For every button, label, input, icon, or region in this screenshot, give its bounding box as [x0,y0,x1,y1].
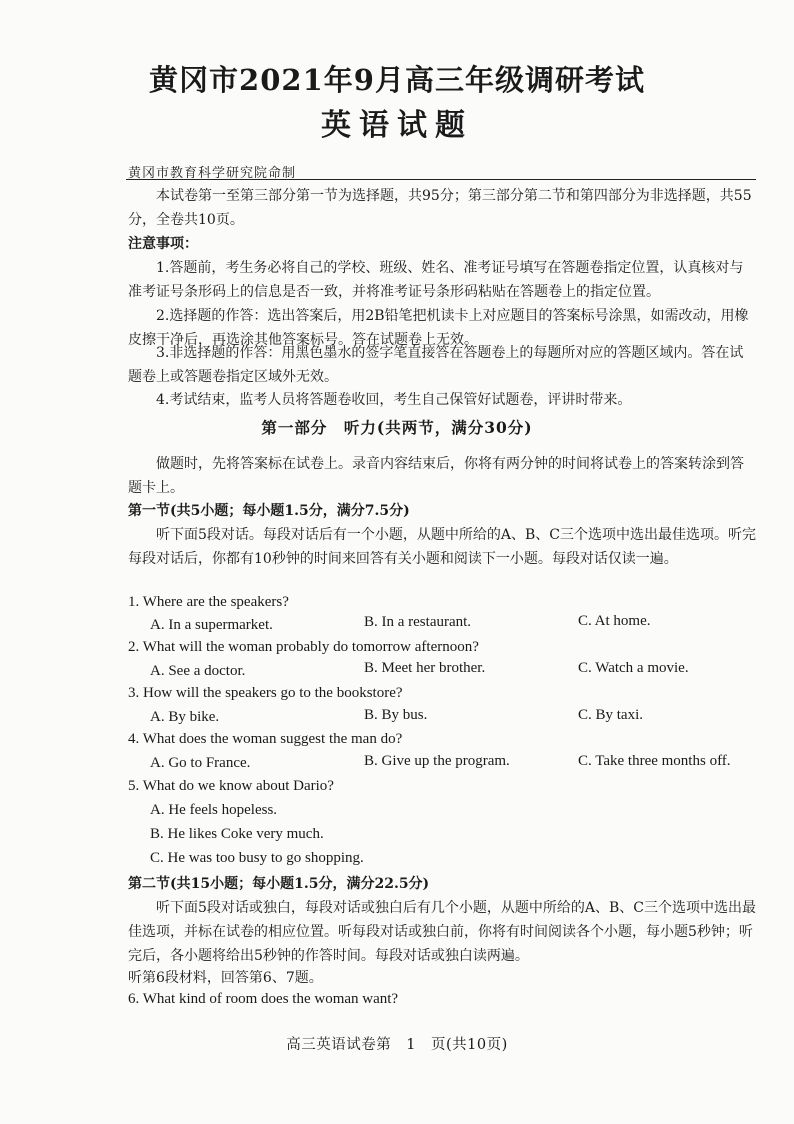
option-c: C. Watch a movie. [578,660,689,676]
subject-title: 英语试题 [321,108,473,143]
question-stem: 5. What do we know about Dario? [128,778,334,794]
option-b: B. He likes Coke very much. [150,826,324,842]
note-item: 4.考试结束，监考人员将答题卷收回，考生自己保管好试题卷，评讲时带来。 [156,392,632,408]
option-b: B. Meet her brother. [364,660,486,676]
question-stem: 6. What kind of room does the woman want? [128,991,399,1007]
option-a: A. See a doctor. [150,663,246,679]
section1-heading: 第一节(共5小题；每小题1.5分，满分7.5分) [128,503,410,519]
option-a: A. By bike. [150,709,220,725]
option-a: A. He feels hopeless. [150,802,278,818]
note-item: 1.答题前，考生务必将自己的学校、班级、姓名、准考证号填写在答题卷指定位置，认真核对与准考证号条形码上的信息是否一致，并将准考证号条形码粘贴在答题卷上的指定位置。 [128,260,744,300]
option-a: A. Go to France. [150,755,251,771]
option-c: C. By taxi. [578,707,644,723]
section1-instruction: 听下面5段对话。每段对话后有一个小题，从题中所给的A、B、C三个选项中选出最佳选项。听完每段对话后，你都有10秒钟的时间来回答有关小题和阅读下一小题。每段对话仅读一遍。 [128,527,757,567]
note-item: 2.选择题的作答：选出答案后，用2B铅笔把机读卡上对应题目的答案标号涂黑，如需改动，用橡皮擦干净后，再选涂其他答案标号。答在试题卷上无效。 [128,308,749,348]
part1-instruction: 做题时，先将答案标在试卷上。录音内容结束后，你将有两分钟的时间将试卷上的答案转涂到答题卡上。 [128,456,744,496]
option-c: C. He was too busy to go shopping. [150,850,364,866]
section2-instruction: 听下面5段对话或独白，每段对话或独白后有几个小题，从题中所给的A、B、C三个选项中选出最佳选项，并标在试卷的相应位置。听每段对话或独白前，你将有时间阅读各个小题，每小题5秒钟；听完后，各小题将给出5秒钟的作答时间。每段对话或独白读两遍。 [128,900,757,964]
question-stem: 3. How will the speakers go to the bookstore? [128,685,403,701]
section2-heading: 第二节(共15小题；每小题1.5分，满分22.5分) [128,876,430,892]
question-stem: 1. Where are the speakers? [128,594,289,610]
option-b: B. Give up the program. [364,753,510,769]
option-c: C. At home. [578,613,651,629]
option-c: C. Take three months off. [578,753,731,769]
question-stem: 2. What will the woman probably do tomorrow afternoon? [128,639,479,655]
header-divider [126,179,756,180]
material-note: 听第6段材料，回答第6、7题。 [128,970,323,986]
option-a: A. In a supermarket. [150,617,273,633]
exam-title: 黄冈市2021年9月高三年级调研考试 [149,63,645,97]
notes-heading: 注意事项： [128,236,198,252]
option-b: B. By bus. [364,707,428,723]
part1-title: 第一部分 听力(共两节，满分30分) [261,418,533,437]
exam-intro: 本试卷第一至第三部分第一节为选择题，共95分；第三部分第二节和第四部分为非选择题，共55分，全卷共10页。 [128,188,752,228]
question-stem: 4. What does the woman suggest the man do? [128,731,403,747]
page-footer: 高三英语试卷第 1 页(共10页) [286,1037,508,1053]
note-item: 3.非选择题的作答：用黑色墨水的签字笔直接答在答题卷上的每题所对应的答题区域内。答在试题卷上或答题卷指定区域外无效。 [128,345,744,385]
option-b: B. In a restaurant. [364,614,472,630]
issuing-org: 黄冈市教育科学研究院命制 [128,166,297,181]
